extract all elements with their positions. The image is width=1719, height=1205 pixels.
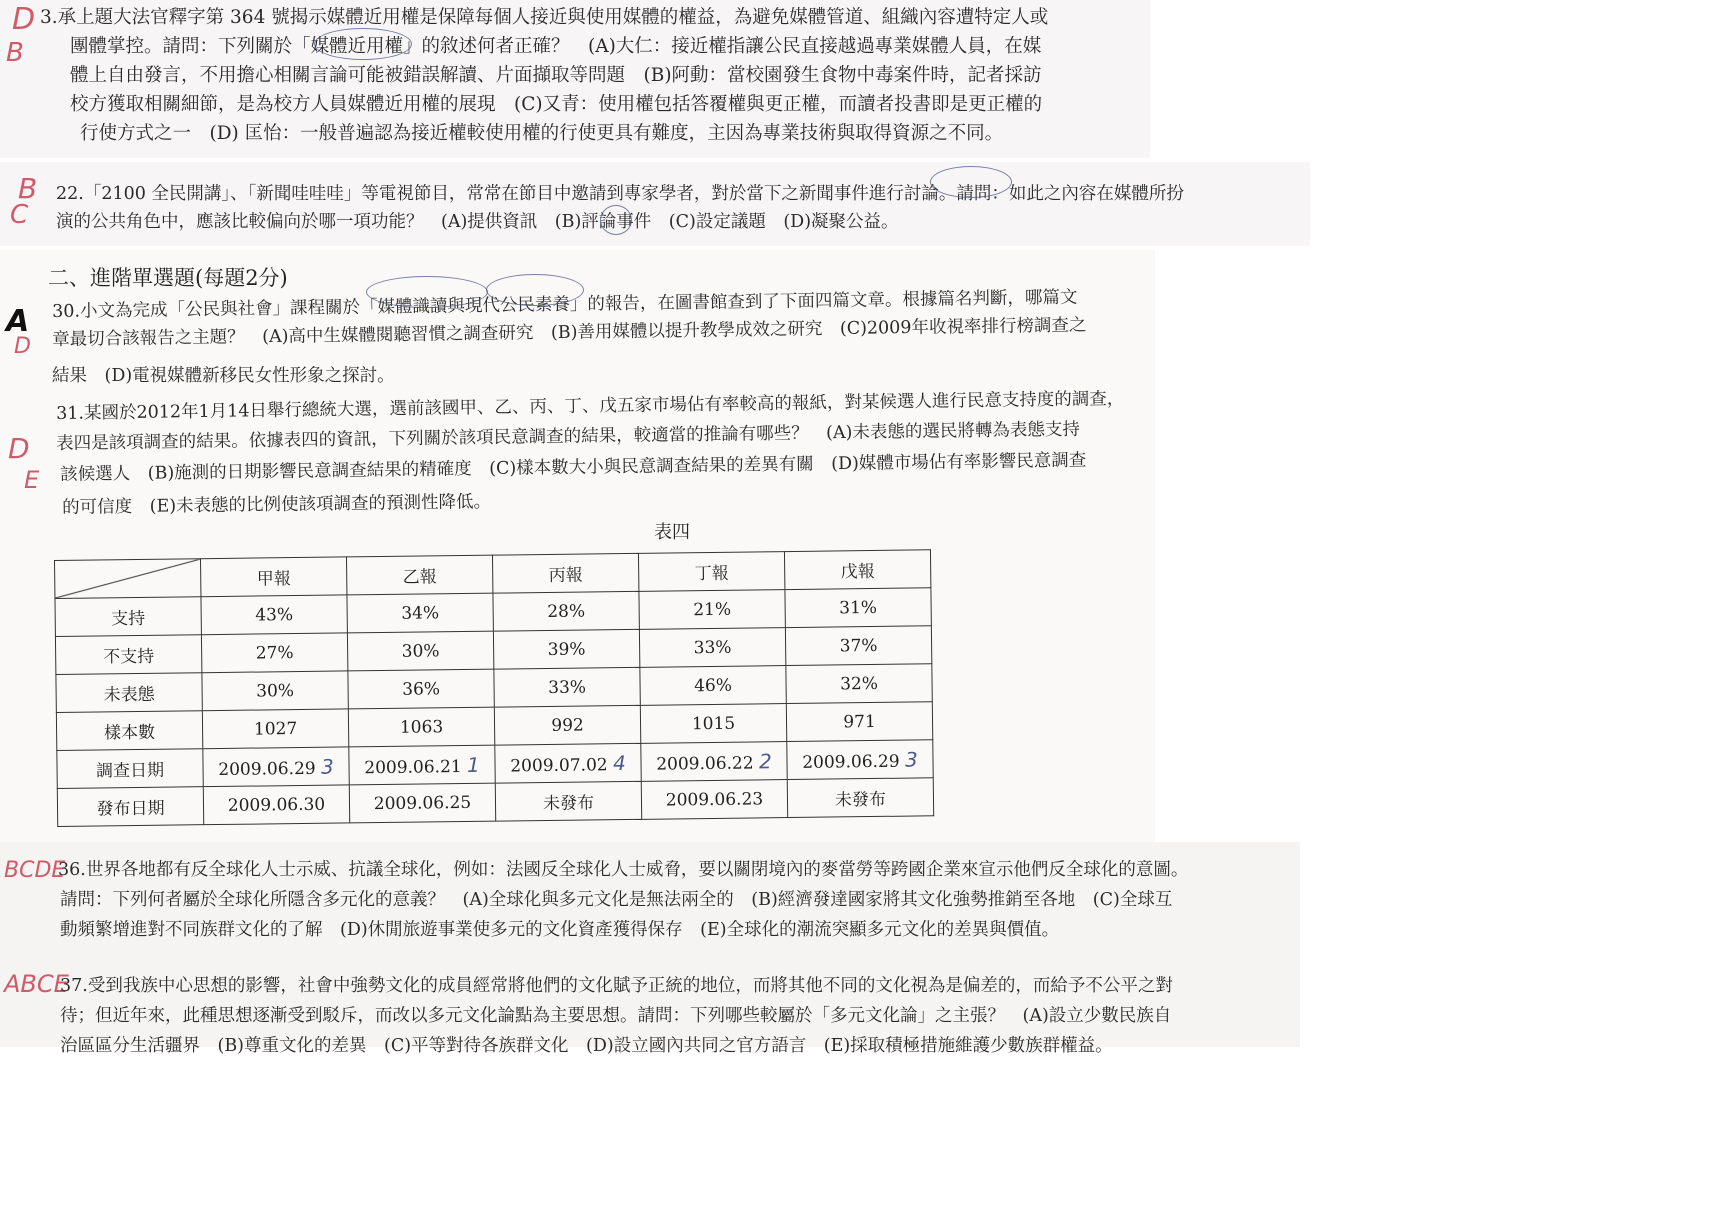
question-line: 團體掌控。請問：下列關於「媒體近用權」的敘述何者正確？ (A)大仁：接近權指讓公民直接越過專業媒體人員，在媒: [70, 36, 1042, 57]
question-line: 行使方式之一 (D) 匡怡：一般普遍認為接近權較使用權的行使更具有難度，主因為專業技術與取得資源之不同。: [80, 123, 1004, 144]
table-cell: 36%: [348, 669, 494, 709]
question-line: 22.「2100 全民開講」、「新聞哇哇哇」等電視節目，常常在節目中邀請到專家學者，對於當下之新聞事件進行討論。請問：如此之內容在媒體所扮: [56, 184, 1184, 204]
table-cell: 30%: [202, 671, 348, 711]
table-cell: 2009.06.25: [349, 783, 495, 823]
question-line: 動頻繁增進對不同族群文化的了解 (D)休閒旅遊事業使多元的文化資產獲得保存 (E)全球化的潮流突顯多元文化的差異與價值。: [60, 920, 1060, 940]
answer-mark: BCDE: [4, 858, 66, 883]
column-header: 戊報: [784, 550, 930, 590]
ink-circle: [486, 274, 584, 306]
answer-mark: D: [8, 432, 30, 465]
table-cell: 1027: [202, 709, 348, 749]
question-line: 表四是該項調查的結果。依據表四的資訊，下列關於該項民意調查的結果，較適當的推論有哪些？ (A)未表態的選民將轉為表態支持: [56, 419, 1081, 454]
question-line: 31.某國於2012年1月14日舉行總統大選，選前該國甲、乙、丙、丁、戊五家市場佔有率較高的報紙，對某候選人進行民意支持度的調查，: [56, 389, 1125, 424]
question-line: 結果 (D)電視媒體新移民女性形象之探討。: [52, 366, 395, 386]
handwritten-rank: 2: [758, 748, 772, 773]
table-cell: 2009.06.22 2: [641, 742, 787, 782]
table-cell: 未發布: [495, 781, 641, 821]
table-cell: 39%: [493, 629, 639, 669]
table-cell: 27%: [201, 633, 347, 673]
table-cell: 992: [494, 705, 640, 745]
handwritten-rank: 3: [904, 746, 918, 772]
question-line: 演的公共角色中，應該比較偏向於哪一項功能？ (A)提供資訊 (B)評論事件 (C)設定議題 (D)凝聚公益。: [56, 212, 899, 232]
answer-mark: B: [6, 38, 24, 68]
handwritten-rank: 1: [466, 752, 480, 777]
results-table: [54, 549, 934, 827]
table-cell: 2009.06.30: [203, 785, 349, 825]
table-cell: 34%: [347, 593, 493, 633]
question-line: 治區區分生活疆界 (B)尊重文化的差異 (C)平等對待各族群文化 (D)設立國內共同之官方語言 (E)採取積極措施維護少數族群權益。: [60, 1036, 1113, 1056]
table-cell: 28%: [493, 591, 639, 631]
row-header: 樣本數: [56, 711, 202, 751]
question-line: 待；但近年來，此種思想逐漸受到駁斥，而改以多元文化論點為主要思想。請問：下列哪些較屬於「多元文化論」之主張？ (A)設立少數民族自: [60, 1006, 1172, 1026]
question-line: 30.小文為完成「公民與社會」課程關於「媒體識讀與現代公民素養」的報告，在圖書館查到了下面四篇文章。根據篇名判斷，哪篇文: [52, 287, 1078, 322]
column-header: 丙報: [492, 553, 638, 593]
table-cell: 2009.07.02 4: [495, 743, 641, 783]
table-cell: 37%: [785, 626, 931, 666]
answer-mark: D: [12, 2, 36, 37]
question-line: 的可信度 (E)未表態的比例使該項調查的預測性降低。: [62, 492, 492, 518]
question-line: 36.世界各地都有反全球化人士示威、抗議全球化，例如：法國反全球化人士威脅，要以關閉境內的麥當勞等跨國企業來宣示他們反全球化的意圖。: [58, 860, 1189, 880]
table-cell: 31%: [785, 588, 931, 628]
ink-circle: [600, 205, 632, 235]
column-header: 乙報: [346, 555, 492, 595]
ink-circle: [366, 276, 488, 308]
answer-mark: D: [14, 334, 31, 359]
row-header: 發布日期: [57, 787, 203, 827]
answer-mark: ABCE: [4, 970, 69, 998]
row-header: 未表態: [56, 673, 202, 713]
answer-mark: A: [6, 304, 30, 339]
table-corner-cell: [55, 559, 201, 599]
row-header: 調查日期: [57, 749, 203, 789]
answer-mark: C: [10, 200, 29, 230]
table-cell: 21%: [639, 590, 785, 630]
question-line: 3.承上題大法官釋字第 364 號揭示媒體近用權是保障每個人接近與使用媒體的權益，為避免媒體管道、組織內容遭特定人或: [40, 7, 1049, 28]
table-cell: 2009.06.23: [641, 780, 787, 820]
table-cell: 1063: [348, 707, 494, 747]
column-header: 甲報: [200, 557, 346, 597]
ink-circle: [930, 166, 1012, 198]
column-header: 丁報: [638, 552, 784, 592]
section-title: 二、進階單選題(每題2分): [48, 266, 288, 290]
table-cell: 30%: [347, 631, 493, 671]
question-line: 校方獲取相關細節，是為校方人員媒體近用權的展現 (C)又青：使用權包括答覆權與更正權，而讀者投書即是更正權的: [70, 94, 1043, 115]
table-cell: 未發布: [787, 778, 933, 818]
table-cell: 46%: [640, 666, 786, 706]
table-cell: 971: [786, 702, 932, 742]
row-header: 支持: [55, 597, 201, 637]
handwritten-rank: 3: [320, 754, 334, 779]
row-header: 不支持: [55, 635, 201, 675]
table-cell: 2009.06.21 1: [349, 745, 495, 785]
answer-mark: B: [18, 172, 38, 205]
question-line: 體上自由發言，不用擔心相關言論可能被錯誤解讀、片面擷取等問題 (B)阿動：當校園發生食物中毒案件時，記者採訪: [70, 65, 1042, 86]
table-cell: 33%: [639, 628, 785, 668]
table-cell: 43%: [201, 595, 347, 635]
ink-circle: [314, 28, 412, 60]
answer-mark: E: [24, 466, 40, 494]
table-cell: 1015: [640, 704, 786, 744]
question-line: 該候選人 (B)施測的日期影響民意調查結果的精確度 (C)樣本數大小與民意調查結果的差異有關 (D)媒體市場佔有率影響民意調查: [60, 450, 1087, 485]
question-line: 章最切合該報告之主題？ (A)高中生媒體閱聽習慣之調查研究 (B)善用媒體以提升教學成效之研究 (C)2009年收視率排行榜調查之: [52, 315, 1087, 350]
handwritten-rank: 4: [612, 750, 626, 775]
question-line: 請問：下列何者屬於全球化所隱含多元化的意義？ (A)全球化與多元文化是無法兩全的 (B)經濟發達國家將其文化強勢推銷至各地 (C)全球互: [60, 890, 1173, 910]
table-caption: 表四: [654, 522, 690, 543]
table-cell: 2009.06.29 3: [203, 747, 349, 787]
table-cell: 33%: [494, 667, 640, 707]
question-line: 37.受到我族中心思想的影響，社會中強勢文化的成員經常將他們的文化賦予正統的地位，而將其他不同的文化視為是偏差的，而給予不公平之對: [60, 976, 1173, 996]
table-cell: 32%: [786, 664, 932, 704]
table-cell: 2009.06.29 3: [787, 740, 933, 780]
